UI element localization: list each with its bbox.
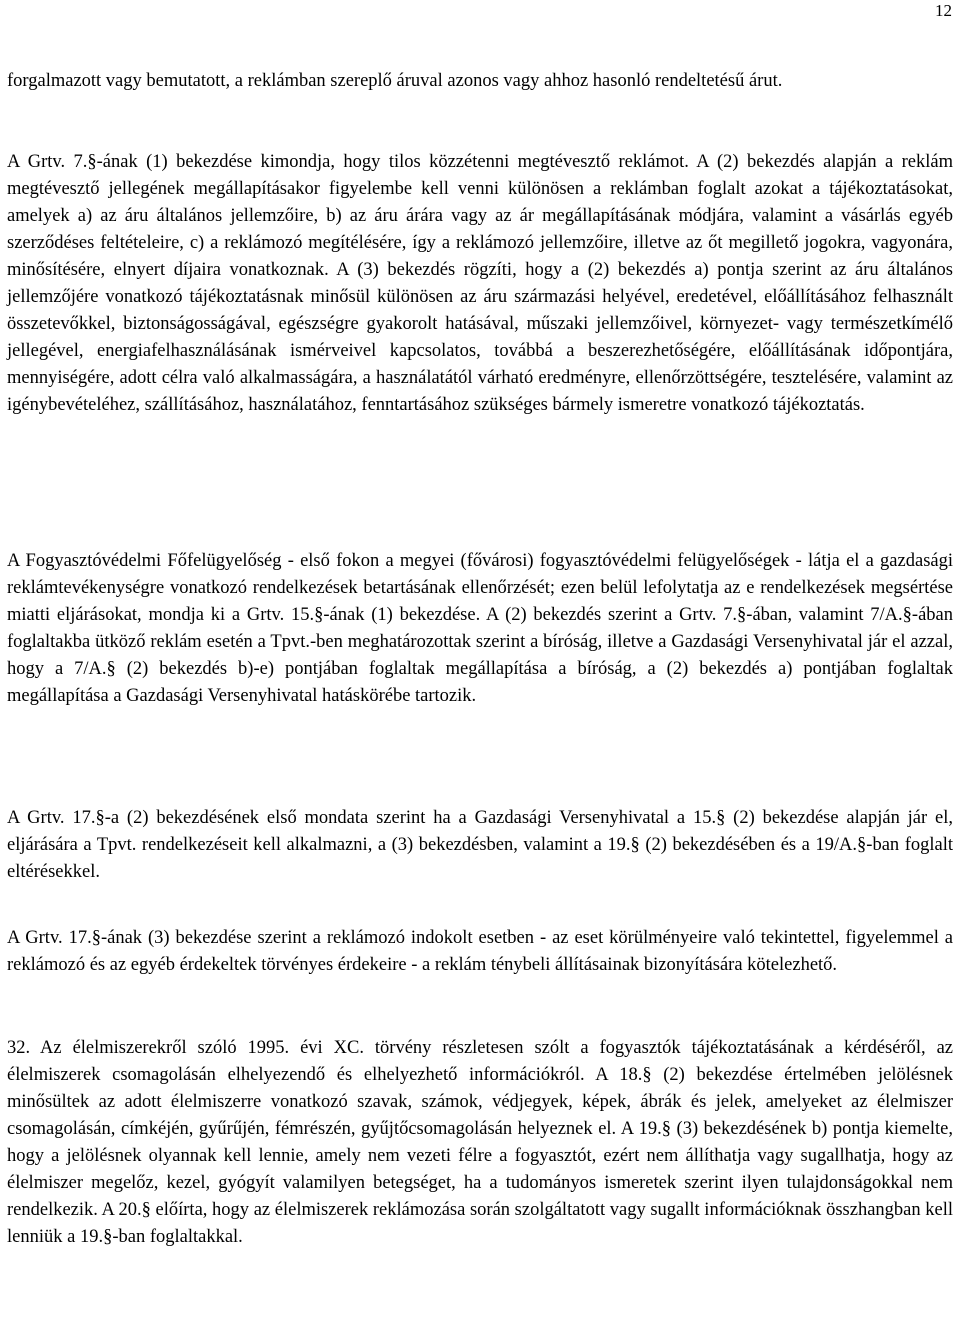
paragraph-6: 32. Az élelmiszerekről szóló 1995. évi XC. törvény részletesen szólt a fogyasztók tájékoztatásának a kérdéséről, az élelmiszerek csomagolásán elhelyezendő és elhelyezhető információkról. A 18.§ (2) bekezdése értelmében jelölésnek minősültek az adott élelmiszerre vonatkozó szavak, számok, védjegyek, képek, ábrák és jelek, amelyeket az élelmiszer csomagolásán, címkéjén, gyűrűjén, fémrészén, gyűjtőcsomagolásán helyeznek el. A 19.§ (3) bekezdésének b) pontja kiemelte, hogy a jelölésnek olyannak kell lennie, amely nem vezeti félre a fogyasztót, ezért nem állíthatja vagy sugallhatja, hogy az élelmiszer megelőz, kezel, gyógyít valamilyen betegséget, ha a tudományos ismeretek szerint ilyen tulajdonságokkal nem rendelkezik. A 20.§ előírta, hogy az élelmiszerek reklámozása során szolgáltatott vagy sugallt információknak összhangban kell lenniük a 19.§-ban foglaltakkal. [7,1038,953,1247]
page-number: 12 [935,1,952,20]
paragraph-2: A Grtv. 7.§-ának (1) bekezdése kimondja, hogy tilos közzétenni megtévesztő reklámot. A (2) bekezdés alapján a reklám megtévesztő jellegének megállapításakor figyelembe kell venni különösen a reklámban foglalt azokat a tájékoztatásokat, amelyek a) az áru általános jellemzőire, b) az áru árára vagy az ár megállapításának módjára, valamint a vásárlás egyéb szerződéses feltételeire, c) a reklámozó megítélésére, így a reklámozó jellemzőire, illetve az őt megillető jogokra, vagyonára, minősítésére, elnyert díjaira vonatkoznak. A (3) bekezdés rögzíti, hogy a (2) bekezdés a) pontja szerint az áru általános jellemzőjére vonatkozó tájékoztatásnak minősül különösen az áru származási helyével, eredetével, előállításához felhasznált összetevőkkel, biztonságosságával, egészségre gyakorolt hatásával, műszaki jellemzőivel, környezet- vagy természetkímélő jellegével, energiafelhasználásának ismérveivel kapcsolatos, továbbá a beszerezhetőségére, előállításának időpontjára, mennyiségére, adott célra való alkalmasságára, a használatától várható eredményre, ellenőrzöttségére, tesztelésére, valamint az igénybevételéhez, szállításához, használatához, fenntartásához szükséges bármely ismeretre vonatkozó tájékoztatás. [7,152,953,415]
paragraph-5: A Grtv. 17.§-ának (3) bekezdése szerint a reklámozó indokolt esetben - az eset körülményeire való tekintettel, figyelemmel a reklámozó és az egyéb érdekeltek törvényes érdekeire - a reklám ténybeli állításainak bizonyítására kötelezhető. [7,928,953,975]
paragraph-1: forgalmazott vagy bemutatott, a reklámban szereplő áruval azonos vagy ahhoz hasonló rendeltetésű árut. [7,71,783,91]
paragraph-3: A Fogyasztóvédelmi Főfelügyelőség - első fokon a megyei (fővárosi) fogyasztóvédelmi felügyelőségek - látja el a gazdasági reklámtevékenységre vonatkozó rendelkezések betartásának ellenőrzését; ezen belül lefolytatja az e rendelkezések megsértése miatti eljárásokat, mondja ki a Grtv. 15.§-ának (1) bekezdése. A (2) bekezdés szerint a Grtv. 7.§-ában, valamint 7/A.§-ában foglaltakba ütköző reklám esetén a Tpvt.-ben meghatározottak szerint a bíróság, illetve a Gazdasági Versenyhivatal jár el azzal, hogy a 7/A.§ (2) bekezdés b)-e) pontjában foglaltak megállapítása a bíróság, a (2) bekezdés a) pontjában foglaltak megállapítása a Gazdasági Versenyhivatal hatáskörébe tartozik. [7,551,953,706]
paragraph-4: A Grtv. 17.§-a (2) bekezdésének első mondata szerint ha a Gazdasági Versenyhivatal a 15.§ (2) bekezdése alapján jár el, eljárására a Tpvt. rendelkezéseit kell alkalmazni, a (3) bekezdésben, valamint a 19.§ (2) bekezdésében és a 19/A.§-ban foglalt eltérésekkel. [7,808,953,882]
